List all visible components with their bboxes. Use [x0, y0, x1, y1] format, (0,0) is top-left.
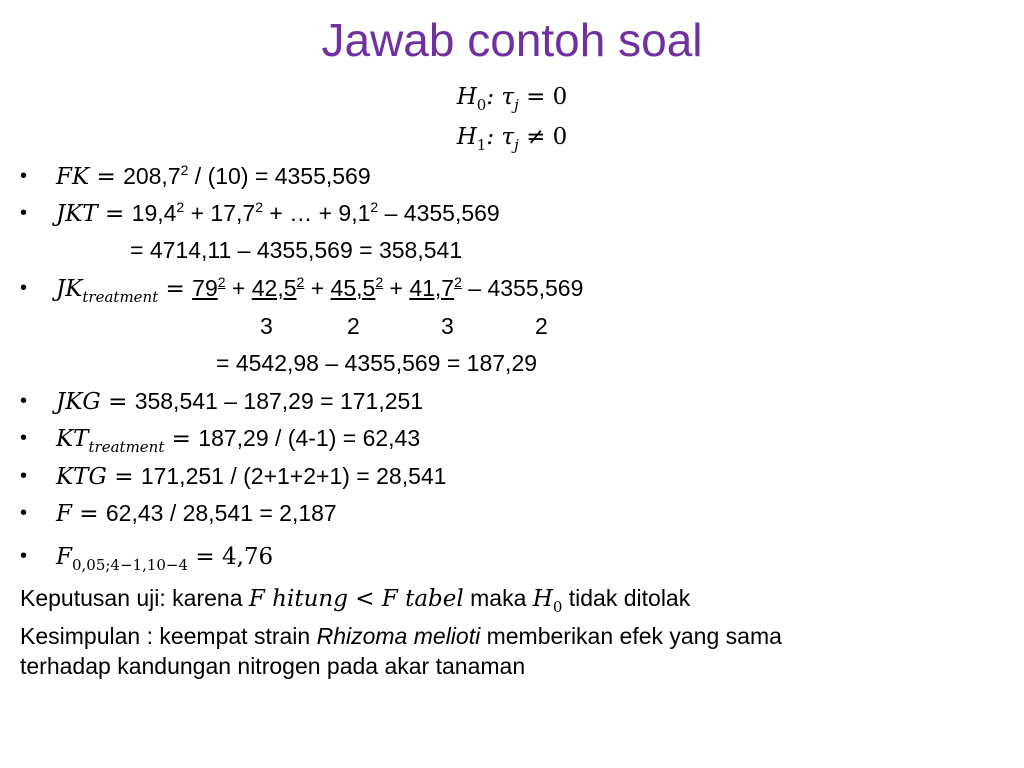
bullet-marker: • [20, 202, 28, 224]
bullet-marker: • [20, 545, 28, 567]
bullet-jkg: JKG = 358,541 – 187,29 = 171,251 [56, 388, 424, 415]
bullet-marker: • [20, 390, 28, 412]
jk-treatment-continuation: = 4542,98 – 4355,569 = 187,29 [216, 350, 538, 376]
denominator-1: 3 [260, 313, 273, 339]
hypothesis-h0: $H_0$: $\tau_j = 0$ [456, 84, 568, 114]
bullet-ktg: KTG = 171,251 / (2+1+2+1) = 28,541 [56, 463, 447, 490]
bullet-marker: • [20, 165, 28, 187]
bullet-f-table: $F_{0,05;4-1,10-4} = 4,76$ [56, 544, 274, 574]
bullet-marker: • [20, 502, 28, 524]
conclusion-line-2: terhadap kandungan nitrogen pada akar tanaman [20, 653, 526, 679]
bullet-marker: • [20, 277, 28, 299]
denominator-2: 2 [347, 313, 360, 339]
conclusion-line-1: Kesimpulan : keempat strain Rhizoma melioti memberikan efek yang sama [20, 623, 782, 649]
decision-text: Keputusan uji: karena F hitung < F tabel maka $H_0$ tidak ditolak [20, 585, 691, 616]
denominator-4: 2 [535, 313, 548, 339]
bullet-marker: • [20, 427, 28, 449]
slide-title: Jawab contoh soal [321, 14, 703, 66]
jkt-continuation: = 4714,11 – 4355,569 = 358,541 [130, 237, 463, 263]
bullet-kt-treatment: $KT_{treatment} = 187,29 / (4-1) = 62,43$ [56, 425, 421, 456]
denominator-3: 3 [441, 313, 454, 339]
bullet-f: F = 62,43 / 28,541 = 2,187 [56, 500, 337, 527]
bullet-jk-treatment: $JK_{treatment} = 79^2 + 42,5^2 + 45,5^2 + 41,7^2 - 4355,569$ [56, 274, 584, 306]
hypothesis-h1: $H_1$: $\tau_j \ne 0$ [456, 124, 568, 154]
bullet-jkt: JKT = $19,4^2 + 17,7^2$ + … + $9,1^2 - 4355,569$ [56, 199, 500, 227]
bullet-marker: • [20, 465, 28, 487]
bullet-fk: FK = $208,7^2 / (10) = 4355,569$ [56, 162, 371, 190]
